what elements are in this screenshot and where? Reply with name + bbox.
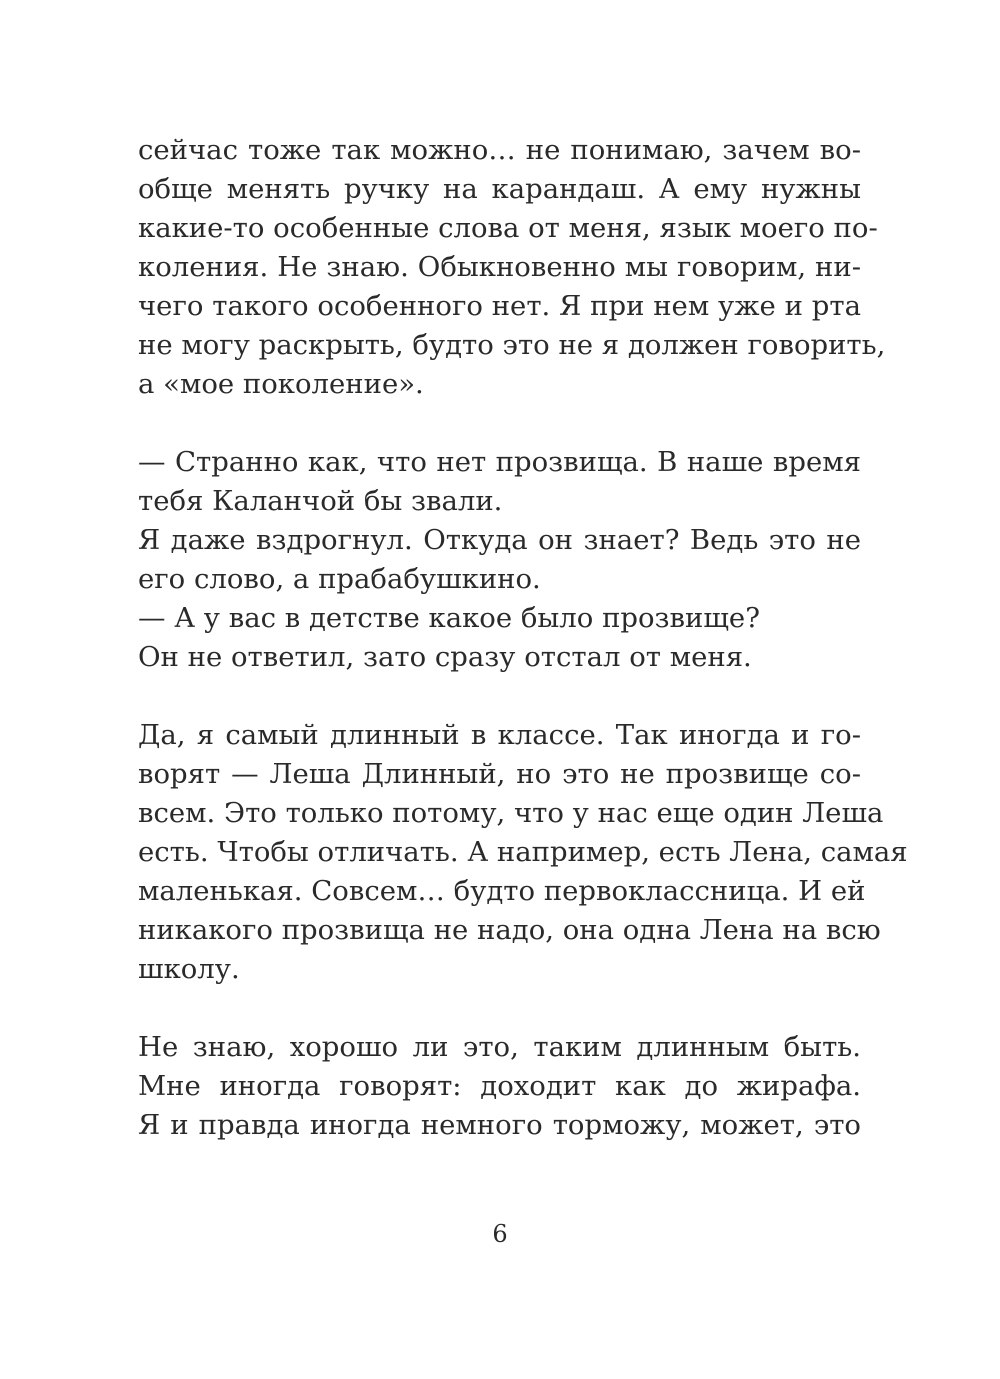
text-line: ворят — Леша Длинный, но это не прозвище со-: [138, 758, 861, 790]
text-line: обще менять ручку на карандаш. А ему нужны: [138, 173, 861, 205]
text-line: коления. Не знаю. Обыкновенно мы говорим, ни-: [138, 251, 861, 283]
page-number: 6: [492, 1220, 508, 1248]
text-line: есть. Чтобы отличать. А например, есть Лена, самая: [138, 836, 908, 868]
text-line: всем. Это только потому, что у нас еще один Леша: [138, 797, 884, 829]
text-line: тебя Каланчой бы звали.: [138, 485, 503, 517]
text-line: Он не ответил, зато сразу отстал от меня.: [138, 641, 752, 673]
text-line: сейчас тоже так можно… не понимаю, зачем во-: [138, 134, 861, 166]
text-line: — А у вас в детстве какое было прозвище?: [138, 602, 760, 634]
text-line: какие-то особенные слова от меня, язык моего по-: [138, 212, 878, 244]
text-line: не могу раскрыть, будто это не я должен говорить,: [138, 329, 886, 361]
text-line: Я даже вздрогнул. Откуда он знает? Ведь это не: [138, 524, 861, 556]
text-line: Да, я самый длинный в классе. Так иногда и го-: [138, 719, 861, 751]
text-line: школу.: [138, 953, 240, 985]
text-line: Мне иногда говорят: доходит как до жирафа.: [138, 1070, 861, 1102]
text-line: Я и правда иногда немного торможу, может, это: [138, 1109, 861, 1141]
text-line: Не знаю, хорошо ли это, таким длинным быть.: [138, 1031, 861, 1063]
text-line: — Странно как, что нет прозвища. В наше время: [138, 446, 861, 478]
text-line: а «мое поколение».: [138, 368, 424, 400]
text-line: маленькая. Совсем… будто первоклассница. И ей: [138, 875, 866, 907]
text-line: никакого прозвища не надо, она одна Лена на всю: [138, 914, 881, 946]
text-line: его слово, а прабабушкино.: [138, 563, 541, 595]
text-line: чего такого особенного нет. Я при нем уже и рта: [138, 290, 861, 322]
